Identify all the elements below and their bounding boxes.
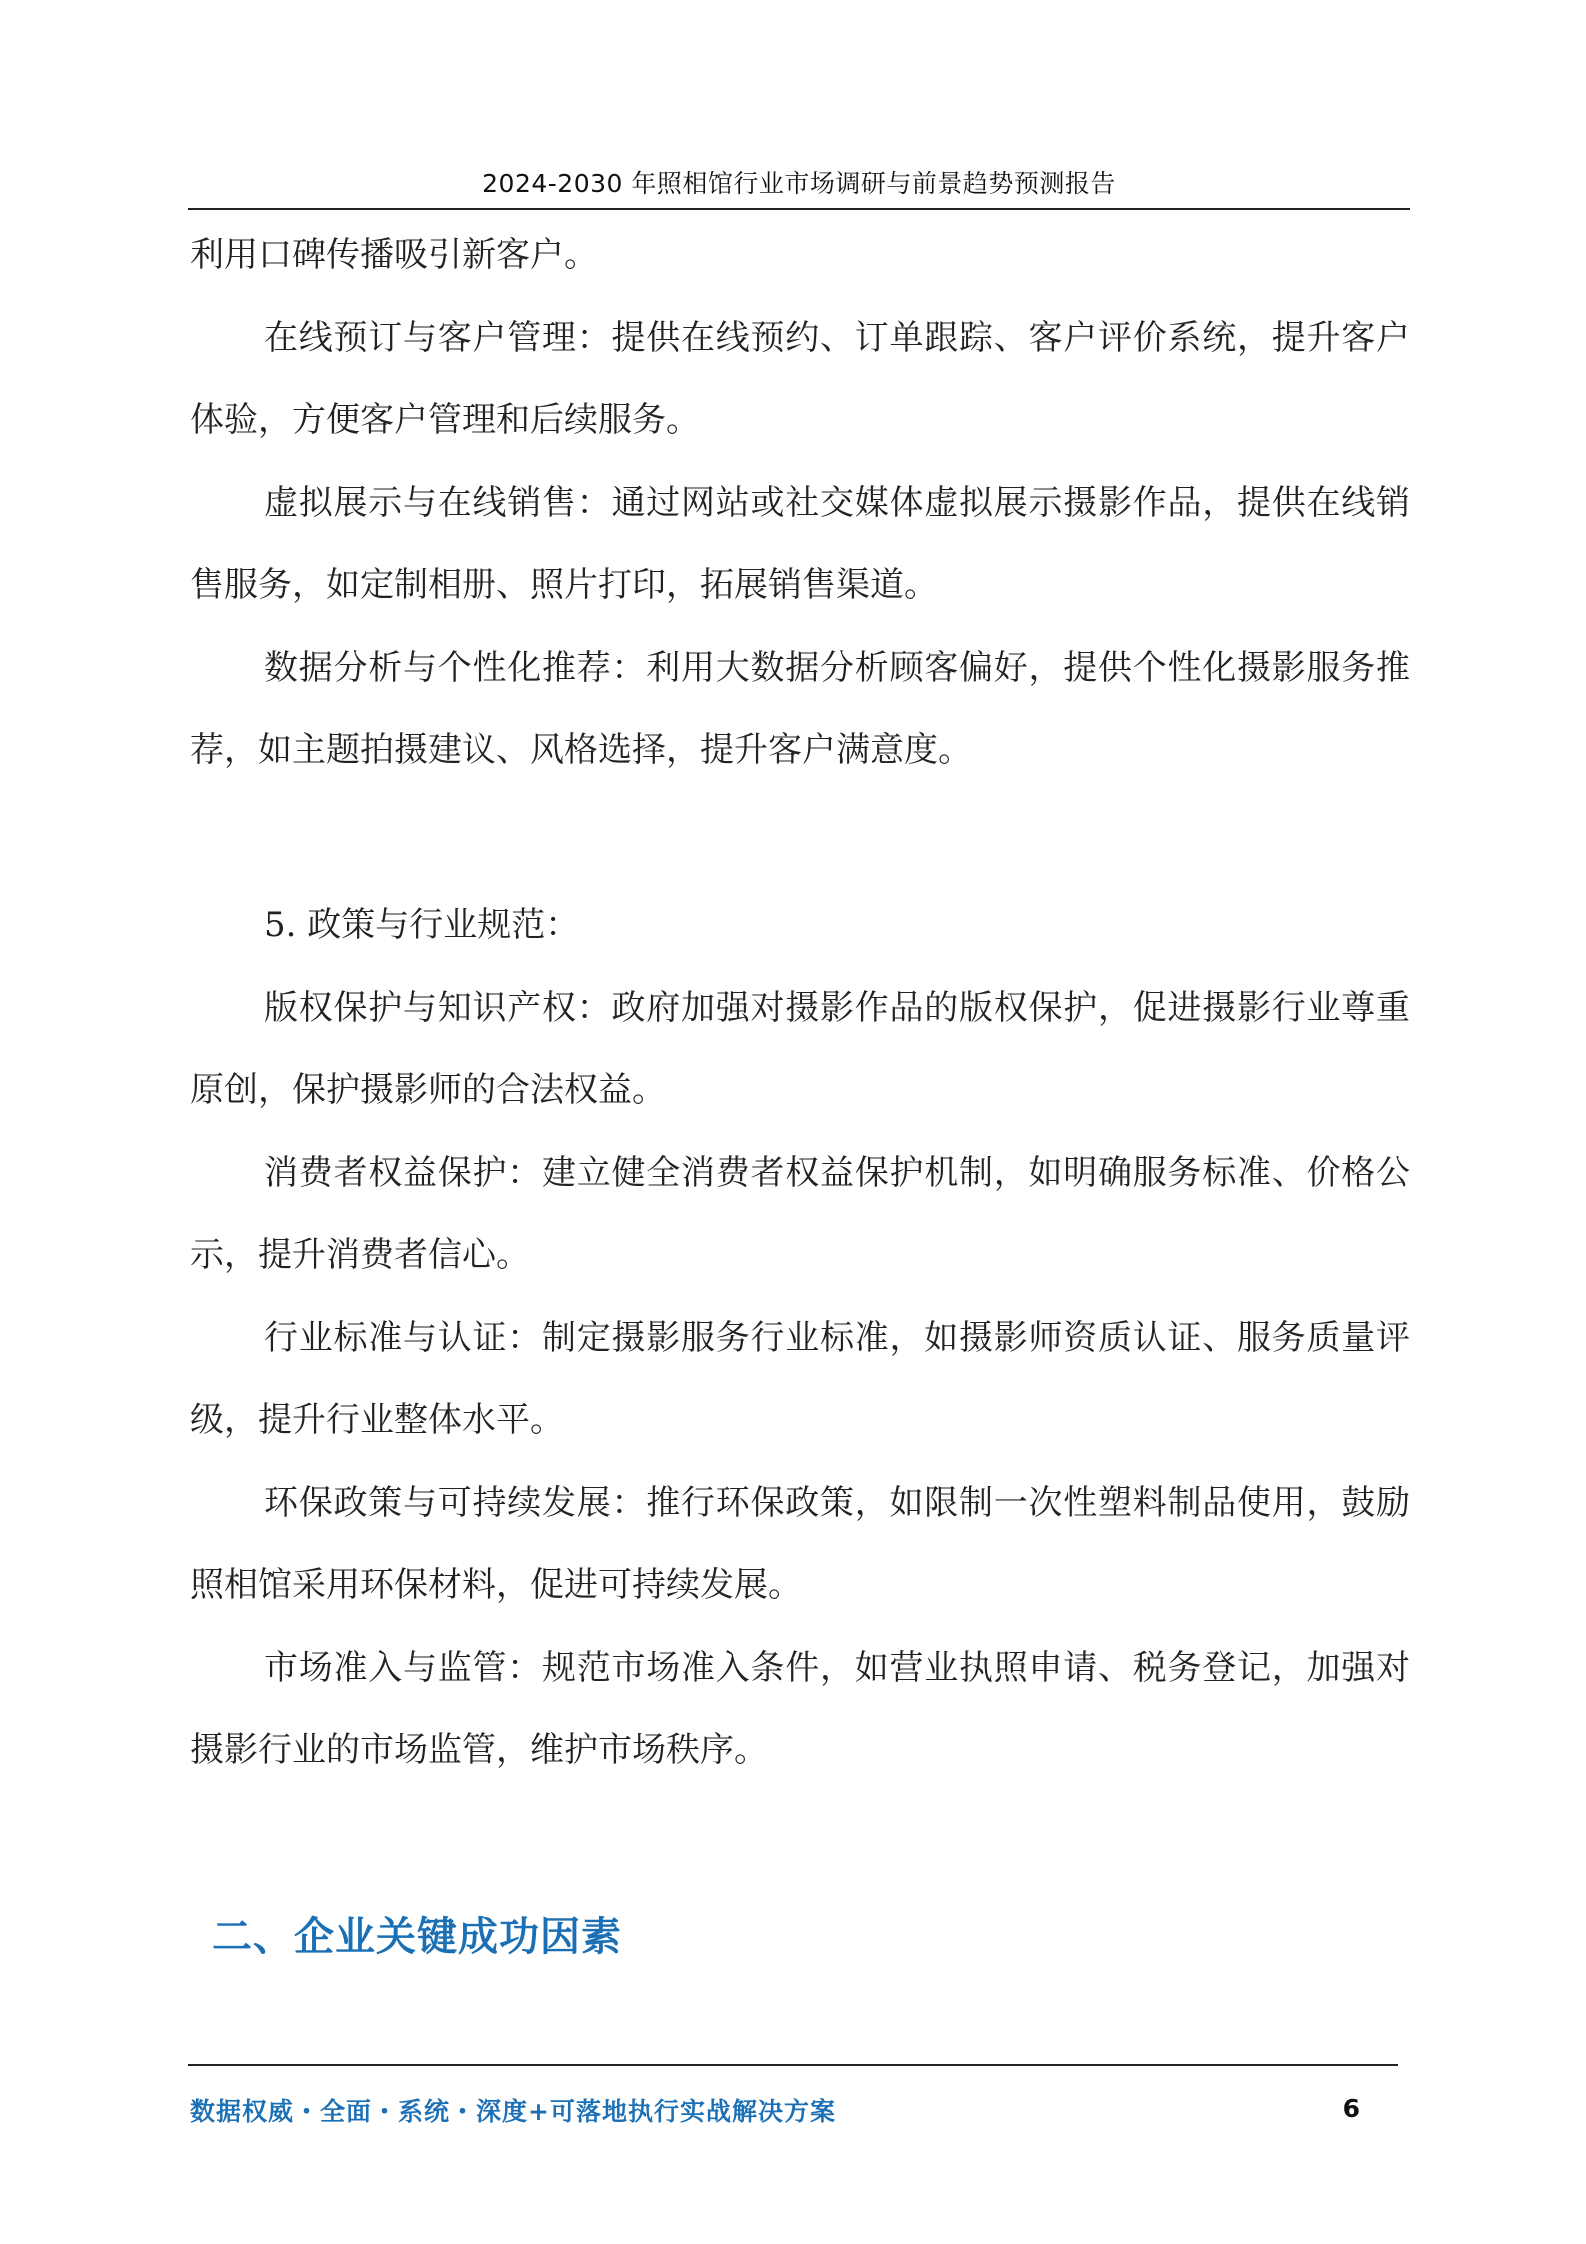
paragraph-market-access: 市场准入与监管：规范市场准入条件，如营业执照申请、税务登记，加强对摄影行业的市场监管，维护市场秩序。 <box>190 1647 1410 1770</box>
footer-slogan: 数据权威・全面・系统・深度+可落地执行实战解决方案 <box>190 2097 836 2126</box>
paragraph-copyright: 版权保护与知识产权：政府加强对摄影作品的版权保护，促进摄影行业尊重原创，保护摄影师的合法权益。 <box>190 987 1410 1110</box>
footer-divider <box>188 2064 1398 2066</box>
header-divider <box>188 208 1410 210</box>
running-header-title: 2024-2030 年照相馆行业市场调研与前景趋势预测报告 <box>482 169 1116 198</box>
paragraph-data-analysis: 数据分析与个性化推荐：利用大数据分析顾客偏好，提供个性化摄影服务推荐，如主题拍摄建议、风格选择，提升客户满意度。 <box>190 647 1410 770</box>
paragraph-continuation: 利用口碑传播吸引新客户。 <box>190 235 598 275</box>
body-text-top <box>190 214 1410 792</box>
subsection-title-policy: 5. 政策与行业规范： <box>264 905 580 945</box>
paragraph-online-booking: 在线预订与客户管理：提供在线预约、订单跟踪、客户评价系统，提升客户体验，方便客户管理和后续服务。 <box>190 317 1410 440</box>
body-text-policy <box>190 884 1410 1792</box>
paragraph-industry-standards: 行业标准与认证：制定摄影服务行业标准，如摄影师资质认证、服务质量评级，提升行业整体水平。 <box>190 1317 1410 1440</box>
paragraph-virtual-showcase: 虚拟展示与在线销售：通过网站或社交媒体虚拟展示摄影作品，提供在线销售服务，如定制相册、照片打印，拓展销售渠道。 <box>190 482 1410 605</box>
paragraph-consumer-rights: 消费者权益保护：建立健全消费者权益保护机制，如明确服务标准、价格公示，提升消费者信心。 <box>190 1152 1410 1275</box>
section-heading: 二、企业关键成功因素 <box>212 1914 622 1960</box>
paragraph-environmental-policy: 环保政策与可持续发展：推行环保政策，如限制一次性塑料制品使用，鼓励照相馆采用环保材料，促进可持续发展。 <box>190 1482 1410 1605</box>
page-number: 6 <box>1342 2094 1360 2123</box>
